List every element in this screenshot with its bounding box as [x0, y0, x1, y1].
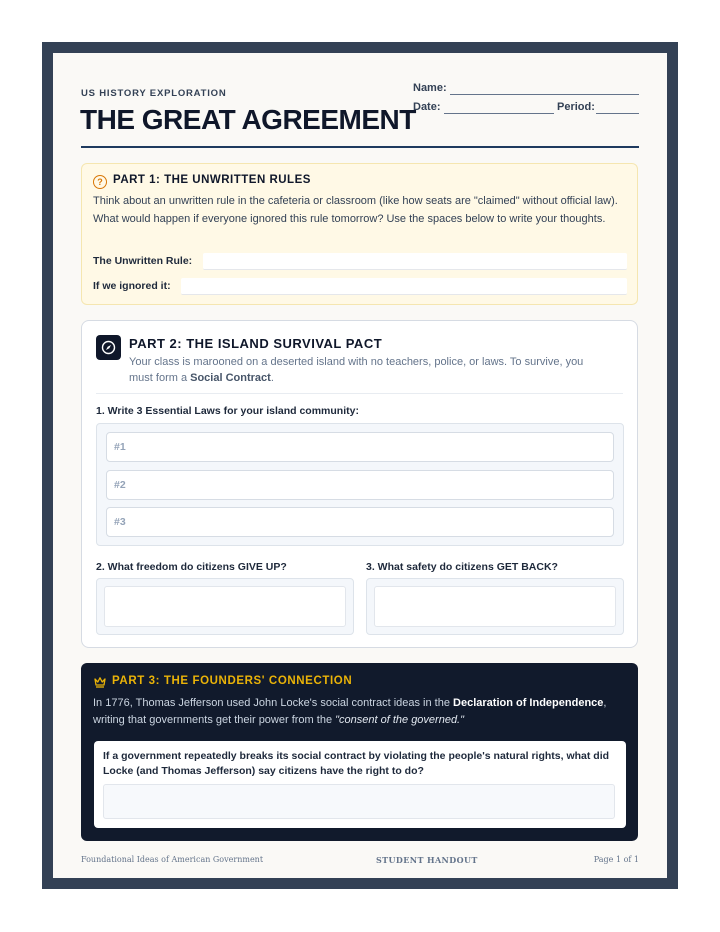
compass-icon — [96, 335, 121, 360]
page-title: THE GREAT AGREEMENT — [80, 104, 416, 135]
period-label: Period: — [557, 101, 595, 113]
laws-question: 1. Write 3 Essential Laws for your island community: — [96, 405, 359, 417]
period-field[interactable] — [596, 113, 639, 114]
footer-page-number: Page 1 of 1 — [593, 855, 639, 864]
name-label: Name: — [413, 82, 447, 94]
part2-description: Your class is marooned on a deserted island with no teachers, police, or laws. To survive, you must form a Social Contract. — [129, 356, 584, 384]
crown-icon — [93, 675, 107, 689]
header-divider — [81, 146, 639, 148]
safety-answer-field[interactable] — [374, 586, 616, 627]
part2-heading: PART 2: THE ISLAND SURVIVAL PACT — [129, 336, 383, 351]
part3-context: In 1776, Thomas Jefferson used John Locke's social contract ideas in the Declaration of Independence, writing that governments get their power from the "consent of the governed." — [93, 697, 607, 726]
unwritten-rule-field[interactable] — [203, 253, 627, 270]
if-ignored-field[interactable] — [181, 278, 627, 295]
unwritten-rule-label: The Unwritten Rule: — [93, 255, 193, 267]
part1-instructions: Think about an unwritten rule in the cafeteria or classroom (like how seats are "claimed" without official law). What would happen if everyone ignored this rule tomorrow? Use the spaces below to write your thoughts. — [93, 195, 618, 225]
laws-container — [96, 423, 624, 546]
part3-heading: PART 3: THE FOUNDERS' CONNECTION — [112, 675, 353, 687]
if-ignored-label: If we ignored it: — [93, 280, 171, 292]
law-input-3[interactable] — [106, 507, 614, 537]
law-input-2[interactable] — [106, 470, 614, 500]
part3-question-card — [94, 741, 626, 828]
law-number: #3 — [114, 516, 126, 528]
question-circle-icon: ? — [93, 175, 107, 189]
freedom-answer-field[interactable] — [104, 586, 346, 627]
consent-quote: "consent of the governed." — [335, 714, 465, 726]
locke-question: If a government repeatedly breaks its social contract by violating the people's natural rights, what did Locke (and Thomas Jefferson) say citizens have the right to do? — [103, 750, 610, 777]
footer-handout-label: STUDENT HANDOUT — [376, 855, 478, 865]
freedom-answer-box — [96, 578, 354, 635]
declaration-term: Declaration of Independence — [453, 697, 604, 709]
freedom-question: 2. What freedom do citizens GIVE UP? — [96, 561, 287, 573]
locke-answer-field[interactable] — [103, 784, 615, 819]
course-eyebrow: US HISTORY EXPLORATION — [81, 88, 227, 99]
footer-course: Foundational Ideas of American Government — [81, 855, 264, 864]
date-field[interactable] — [444, 113, 554, 114]
part2-section — [81, 320, 638, 648]
date-label: Date: — [413, 101, 441, 113]
name-field[interactable] — [450, 94, 639, 95]
law-input-1[interactable] — [106, 432, 614, 462]
law-number: #1 — [114, 441, 126, 453]
part1-section — [81, 163, 638, 305]
safety-answer-box — [366, 578, 624, 635]
social-contract-term: Social Contract — [190, 372, 271, 384]
part2-divider — [96, 393, 623, 394]
part1-heading: PART 1: THE UNWRITTEN RULES — [113, 174, 311, 186]
part3-section — [81, 663, 638, 841]
law-number: #2 — [114, 479, 126, 491]
safety-question: 3. What safety do citizens GET BACK? — [366, 561, 558, 573]
